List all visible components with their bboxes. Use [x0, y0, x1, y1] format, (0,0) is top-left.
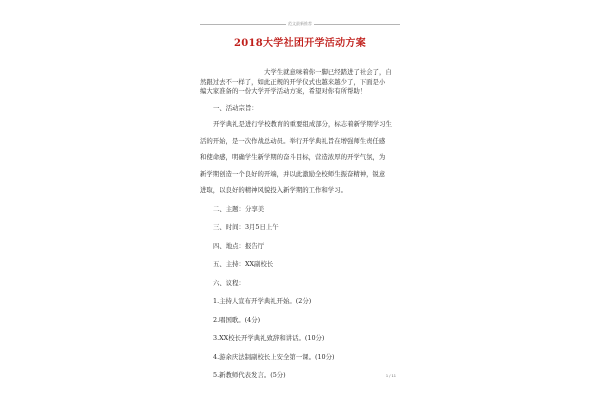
agenda-item: 4.游余庆法制副校长上安全第一课。(10分) — [213, 352, 335, 361]
time-line: 三、时间：3月5日上午 — [213, 223, 279, 231]
page-number: 1 / 11 — [385, 374, 396, 378]
section-heading: 一、活动宗旨： — [213, 103, 258, 112]
section-body-line: 新学期创造一个良好的开端，并以此激励全校师生振奋精神，锐意 — [200, 169, 386, 178]
intro-line: 大学生就意味着你一脚已经踏进了社会了，自 — [264, 68, 392, 76]
header-label: 范文最新推荐 — [288, 21, 312, 26]
document-body — [200, 68, 392, 381]
agenda-item: 1.主持人宣布开学典礼开始。(2分) — [213, 297, 312, 305]
host-line: 五、主持：XX副校长 — [213, 260, 274, 268]
document-title: 2018大学社团开学活动方案 — [233, 38, 367, 49]
section-body-line: 和使命感，明确学生新学期的奋斗目标，营造浓厚的开学气氛，为 — [200, 153, 386, 161]
agenda-item: 2.唱国歌。(4分) — [213, 315, 261, 324]
section-body-line: 活的开始，是一次作战总动员。举行开学典礼旨在增强师生责任感 — [200, 136, 386, 145]
location-line: 四、地点：报告厅 — [213, 241, 265, 250]
intro-line: 然跟过去不一样了，如此正规的开学仪式也越来越少了，下面是小 — [200, 77, 386, 86]
agenda-heading: 六、议程： — [213, 278, 245, 287]
intro-line: 编大家准备的一份大学开学活动方案，希望对你有所帮助！ — [200, 87, 367, 95]
section-body-line: 开学典礼是进行学校教育的重要组成部分，标志着新学期学习生 — [213, 120, 392, 128]
agenda-item: 5.新教师代表发言。(5分) — [213, 371, 286, 379]
section-body-line: 进取，以良好的精神风貌投入新学期的工作和学习。 — [200, 186, 347, 194]
agenda-item: 3.XX校长开学典礼致辞和讲话。(10分) — [213, 334, 325, 342]
theme-line: 二、主题：分享美 — [213, 204, 265, 213]
